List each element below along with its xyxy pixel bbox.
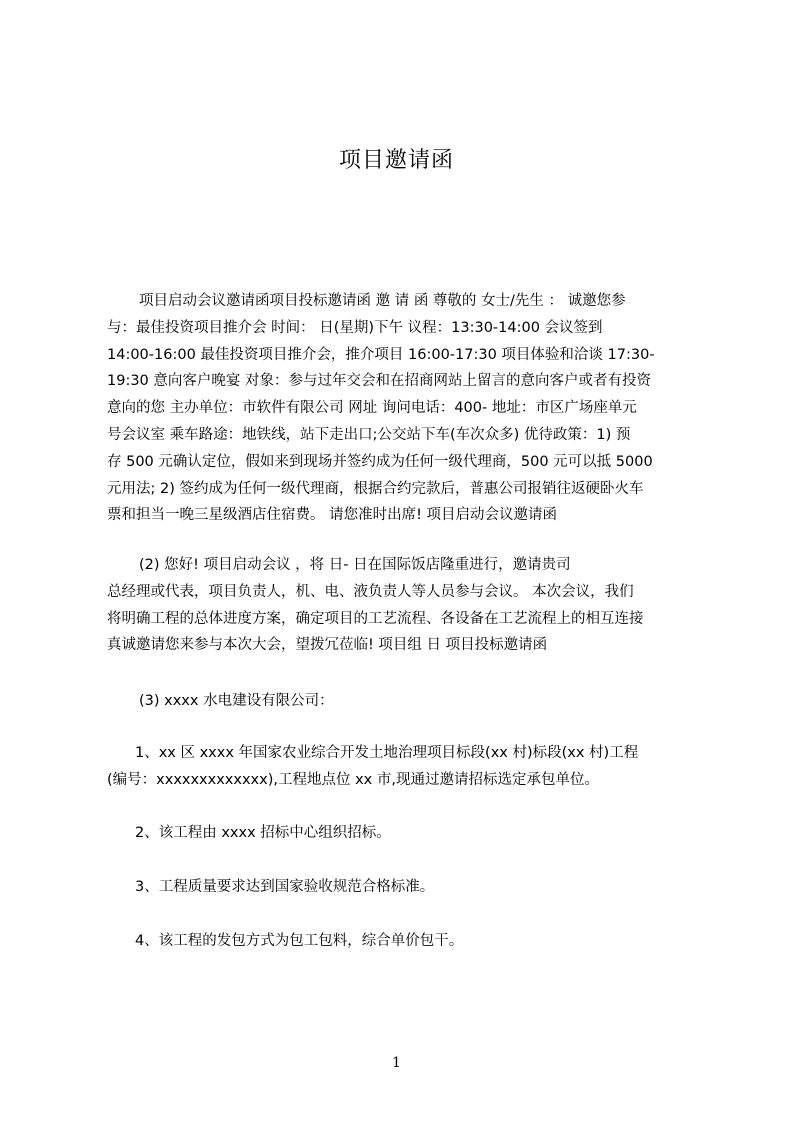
text-line: 2、该工程由 xxxx 招标中心组织招标。 — [135, 825, 391, 841]
document-title: 项目邀请函 — [338, 148, 454, 173]
paragraph-company — [107, 688, 697, 715]
text-line: (2) 您好! 项目启动会议 ，将 日- 日在国际饭店隆重进行，邀请贵司 — [139, 557, 571, 573]
text-line: 总经理或代表，项目负责人，机、电、液负责人等人员参与会议。 本次会议，我们 — [107, 583, 634, 600]
text-line: 14:00-16:00 最佳投资项目推介会，推介项目 16:00-17:30 项目体验和洽谈 17:30- — [107, 346, 655, 363]
paragraph-meeting — [107, 552, 697, 659]
list-item-4 — [107, 928, 697, 955]
text-line: 项目启动会议邀请函项目投标邀请函 邀 请 函 尊敬的 女士/先生 ： 诚邀您参 — [139, 293, 626, 309]
text-line: 意向的您 主办单位：市软件有限公司 网址 询问电话：400- 地址：市区广场座单元 — [107, 400, 637, 417]
list-item-3 — [107, 874, 697, 901]
text-line: 与：最佳投资项目推介会 时间： 日(星期)下午 议程：13:30-14:00 会议签到 — [107, 319, 603, 336]
paragraph-invitation — [107, 288, 697, 529]
text-line: 号会议室 乘车路途：地铁线，站下走出口;公交站下车(车次众多) 优待政策：1) 预 — [107, 426, 631, 443]
text-line: 4、该工程的发包方式为包工包料，综合单价包干。 — [135, 933, 464, 949]
text-line: (3) xxxx 水电建设有限公司： — [139, 693, 334, 709]
list-item-1 — [107, 740, 697, 794]
text-line: 3、工程质量要求达到国家验收规范合格标准。 — [135, 879, 435, 895]
text-line: 元用法; 2) 签约成为任何一级代理商，根据合约完款后，普惠公司报销往返硬卧火车 — [107, 480, 644, 497]
text-line: (编号：xxxxxxxxxxxxx),工程地点位 xx 市,现通过邀请招标选定承包单位。 — [107, 771, 599, 788]
text-line: 将明确工程的总体进度方案，确定项目的工艺流程、各设备在工艺流程上的相互连接 — [107, 610, 644, 627]
page-number: 1 — [392, 1055, 401, 1071]
text-line: 存 500 元确认定位，假如来到现场并签约成为任何一级代理商，500 元可以抵 5000 — [107, 453, 653, 470]
text-line: 票和担当一晚三星级酒店住宿费。 请您准时出席! 项目启动会议邀请函 — [107, 507, 558, 524]
list-item-2 — [107, 820, 697, 847]
text-line: 真诚邀请您来参与本次大会，望拨冗莅临! 项目组 日 项目投标邀请函 — [107, 637, 548, 654]
text-line: 19:30 意向客户晚宴 对象：参与过年交会和在招商网站上留言的意向客户或者有投资 — [107, 373, 652, 390]
text-line: 1、xx 区 xxxx 年国家农业综合开发土地治理项目标段(xx 村)标段(xx 村)工程 — [135, 745, 639, 761]
